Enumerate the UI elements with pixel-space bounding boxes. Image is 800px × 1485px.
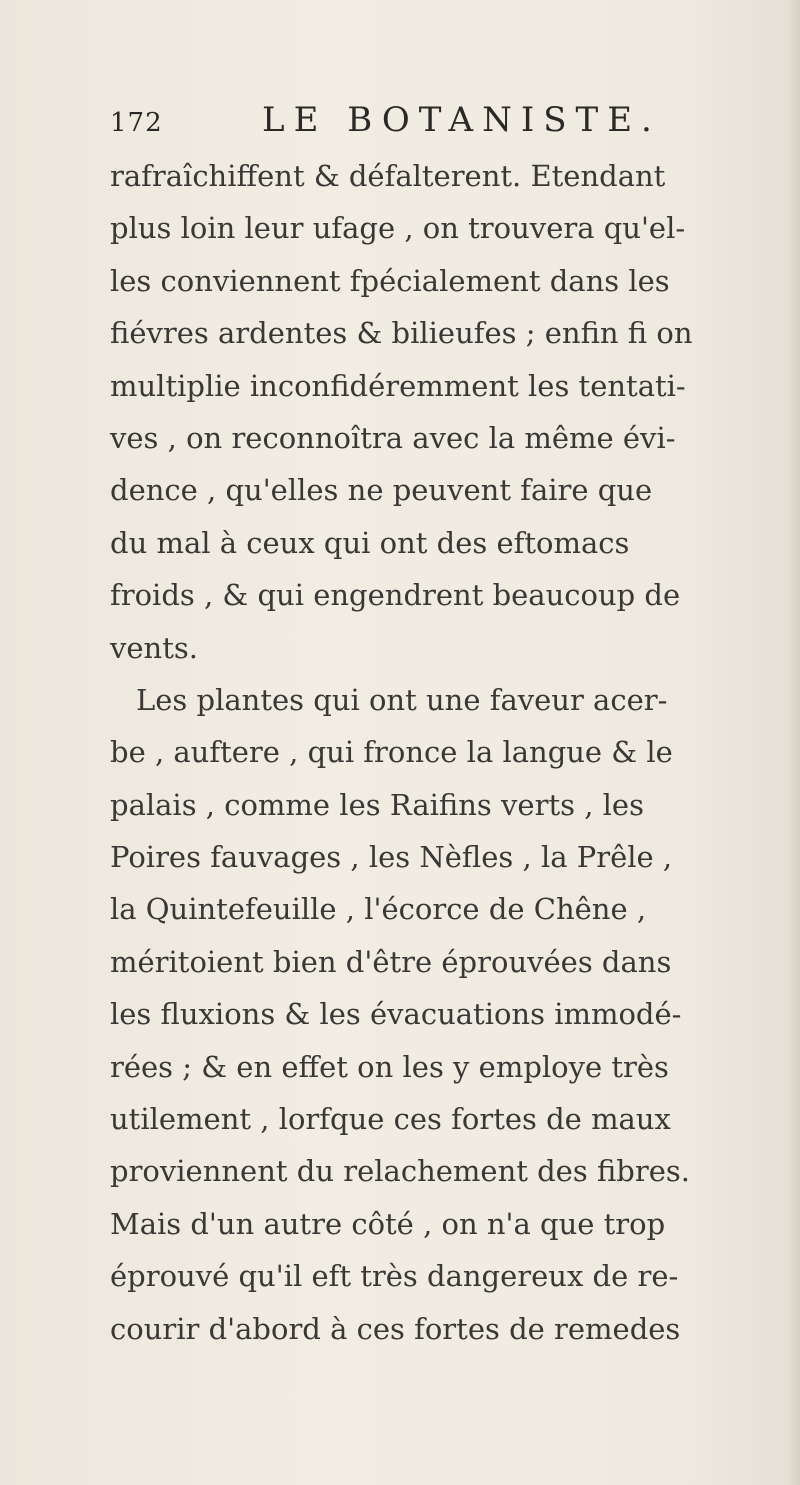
text-line: la Quintefeuille , l'écorce de Chêne , bbox=[110, 892, 647, 927]
text-line: proviennent du relachement des fibres. bbox=[110, 1154, 690, 1189]
body-text bbox=[110, 150, 790, 1355]
running-title: LE BOTANISTE. bbox=[262, 100, 661, 140]
text-line: les fluxions & les évacuations immodé- bbox=[110, 997, 682, 1032]
text-line: du mal à ceux qui ont des eftomacs bbox=[110, 525, 630, 560]
text-line: Mais d'un autre côté , on n'a que trop bbox=[110, 1206, 666, 1241]
text-line: rafraîchiffent & défalterent. Etendant bbox=[110, 159, 666, 193]
text-line: fiévres ardentes & bilieufes ; enfin fi on bbox=[110, 316, 693, 351]
text-line: vents. bbox=[110, 630, 198, 665]
text-line: utilement , lorfque ces fortes de maux bbox=[110, 1102, 671, 1137]
text-line: courir d'abord à ces fortes de remedes bbox=[110, 1311, 681, 1346]
text-line: plus loin leur ufage , on trouvera qu'el- bbox=[110, 211, 686, 246]
text-line: éprouvé qu'il eft très dangereux de re- bbox=[110, 1259, 679, 1294]
text-line: méritoient bien d'être éprouvées dans bbox=[110, 944, 672, 979]
text-line: rées ; & en effet on les y employe très bbox=[110, 1049, 669, 1084]
paragraph-start-line: Les plantes qui ont une faveur acer- bbox=[136, 682, 668, 717]
text-line: multiplie inconfidéremment les tentati- bbox=[110, 368, 686, 403]
text-line: dence , qu'elles ne peuvent faire que bbox=[110, 473, 653, 508]
text-line: froids , & qui engendrent beaucoup de bbox=[110, 578, 681, 613]
text-line: les conviennent fpécialement dans les bbox=[110, 263, 670, 298]
text-line: ves , on reconnoîtra avec la même évi- bbox=[110, 420, 676, 455]
page-number: 172 bbox=[110, 108, 163, 138]
text-line: be , auftere , qui fronce la langue & le bbox=[110, 735, 673, 770]
running-head bbox=[110, 100, 750, 144]
text-line: palais , comme les Raifins verts , les bbox=[110, 787, 644, 822]
text-line: Poires fauvages , les Nèfles , la Prêle , bbox=[110, 840, 673, 875]
